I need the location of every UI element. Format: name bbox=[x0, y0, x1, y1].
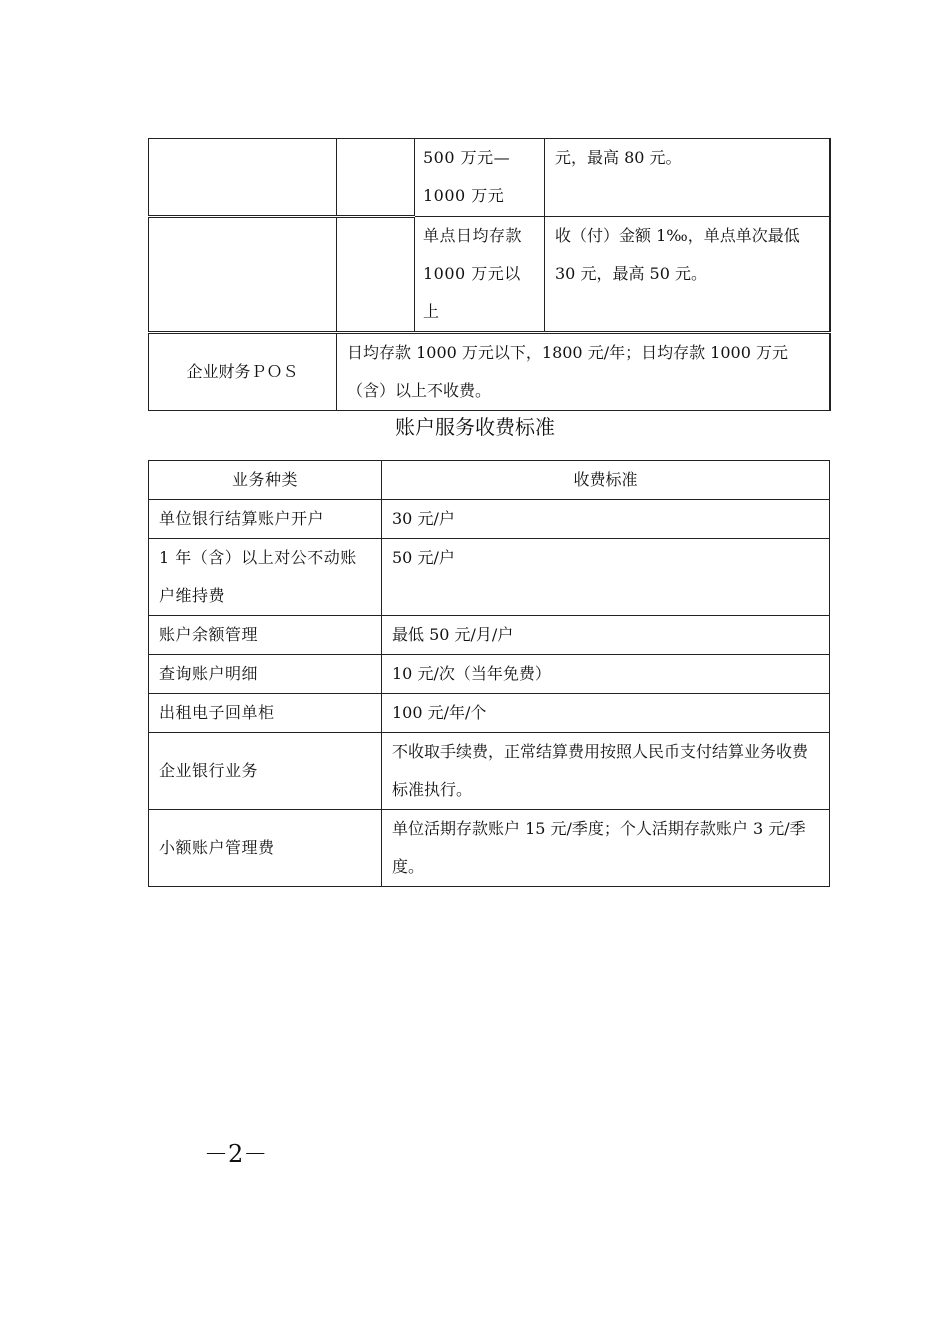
table-row bbox=[149, 694, 830, 733]
column-header-fee: 收费标准 bbox=[382, 461, 830, 500]
table-cell: 单点日均存款 1000 万元以上 bbox=[415, 217, 545, 333]
fee-standard: 100 元/年/个 bbox=[382, 694, 830, 733]
column-header-type: 业务种类 bbox=[149, 461, 382, 500]
table-cell bbox=[149, 139, 337, 217]
pos-fee: 日均存款 1000 万元以下，1800 元/年；日均存款 1000 万元（含）以上不收费。 bbox=[337, 333, 830, 411]
fee-standard: 10 元/次（当年免费） bbox=[382, 655, 830, 694]
fee-standard: 50 元/户 bbox=[382, 539, 830, 616]
section-title: 账户服务收费标准 bbox=[395, 415, 555, 439]
table-row bbox=[149, 655, 830, 694]
table-row bbox=[149, 539, 830, 616]
table-row bbox=[149, 500, 830, 539]
pos-label: 企业财务ＰＯＳ bbox=[149, 333, 337, 411]
business-type: 查询账户明细 bbox=[149, 655, 382, 694]
fee-standard: 单位活期存款账户 15 元/季度；个人活期存款账户 3 元/季度。 bbox=[382, 810, 830, 887]
fee-standard: 不收取手续费，正常结算费用按照人民币支付结算业务收费标准执行。 bbox=[382, 733, 830, 810]
table-row bbox=[149, 139, 830, 217]
table-row bbox=[149, 810, 830, 887]
business-type: 账户余额管理 bbox=[149, 616, 382, 655]
table-row bbox=[149, 616, 830, 655]
table-cell bbox=[337, 139, 415, 217]
account-service-fee-table bbox=[148, 460, 830, 887]
table-row bbox=[149, 733, 830, 810]
table-row bbox=[149, 333, 830, 411]
fee-standard: 30 元/户 bbox=[382, 500, 830, 539]
table-header-row bbox=[149, 461, 830, 500]
table-cell: 500 万元—1000 万元 bbox=[415, 139, 545, 217]
page-number: －2－ bbox=[204, 1140, 268, 1168]
business-type: 出租电子回单柜 bbox=[149, 694, 382, 733]
table-cell: 收（付）金额 1‰，单点单次最低 30 元，最高 50 元。 bbox=[545, 217, 830, 333]
fee-table-continued bbox=[148, 138, 831, 411]
fee-standard: 最低 50 元/月/户 bbox=[382, 616, 830, 655]
business-type: 企业银行业务 bbox=[149, 733, 382, 810]
table-cell: 元，最高 80 元。 bbox=[545, 139, 830, 217]
table-cell bbox=[337, 217, 415, 333]
table-cell bbox=[149, 217, 337, 333]
business-type: 1 年（含）以上对公不动账户维持费 bbox=[149, 539, 382, 616]
business-type: 小额账户管理费 bbox=[149, 810, 382, 887]
table-row bbox=[149, 217, 830, 333]
business-type: 单位银行结算账户开户 bbox=[149, 500, 382, 539]
